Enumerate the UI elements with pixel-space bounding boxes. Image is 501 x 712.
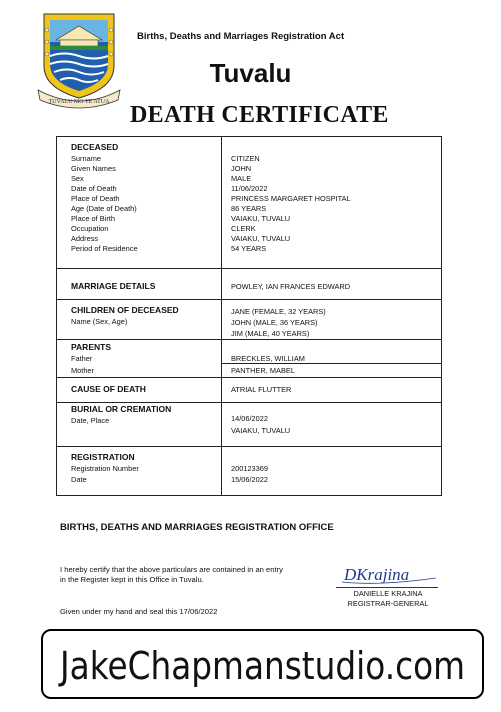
given-names-value: JOHN bbox=[231, 164, 252, 173]
burial-heading: BURIAL OR CREMATION bbox=[71, 404, 172, 414]
sex-value: MALE bbox=[231, 174, 252, 183]
mother-value: PANTHER, MABEL bbox=[231, 366, 295, 375]
period-of-residence-value: 54 YEARS bbox=[231, 244, 267, 253]
age-value: 86 YEARS bbox=[231, 204, 267, 213]
row-divider bbox=[57, 377, 441, 378]
row-divider bbox=[57, 268, 441, 269]
certificate-table bbox=[56, 136, 442, 496]
row-divider bbox=[57, 402, 441, 403]
occupation-value: CLERK bbox=[231, 224, 256, 233]
row-divider bbox=[221, 363, 441, 364]
burial-place-value: VAIAKU, TUVALU bbox=[231, 426, 291, 435]
child-2-value: JOHN (MALE, 36 YEARS) bbox=[231, 318, 318, 327]
date-of-death-value: 11/06/2022 bbox=[231, 184, 268, 193]
address-value: VAIAKU, TUVALU bbox=[231, 234, 291, 243]
certification-statement bbox=[60, 565, 330, 585]
children-heading: CHILDREN OF DECEASED bbox=[71, 305, 179, 315]
document-title: DEATH CERTIFICATE bbox=[130, 102, 389, 128]
mother-label: Mother bbox=[71, 366, 95, 375]
occupation-label: Occupation bbox=[71, 224, 109, 233]
burial-label: Date, Place bbox=[71, 416, 110, 425]
cause-value: ATRIAL FLUTTER bbox=[231, 385, 292, 394]
parents-heading: PARENTS bbox=[71, 342, 111, 352]
svg-text:TUVALU MO TE ATUA: TUVALU MO TE ATUA bbox=[48, 99, 110, 105]
column-divider bbox=[221, 137, 222, 495]
burial-date-value: 14/06/2022 bbox=[231, 414, 268, 423]
period-of-residence-label: Period of Residence bbox=[71, 244, 138, 253]
father-value: BRECKLES, WILLIAM bbox=[231, 354, 305, 363]
registrar-name: DANIELLE KRAJINA bbox=[353, 589, 423, 598]
child-1-value: JANE (FEMALE, 32 YEARS) bbox=[231, 307, 326, 316]
act-title: Births, Deaths and Marriages Registration Act bbox=[137, 31, 345, 42]
place-of-birth-label: Place of Birth bbox=[71, 214, 115, 223]
child-3-value: JIM (MALE, 40 YEARS) bbox=[231, 329, 310, 338]
cause-heading: CAUSE OF DEATH bbox=[71, 384, 146, 394]
signature-line bbox=[336, 587, 438, 588]
certification-line: I hereby certify that the above particulars are contained in an entry bbox=[60, 565, 283, 574]
certification-line: in the Register kept in this Office in Tuvalu. bbox=[60, 575, 204, 584]
registrar-block bbox=[336, 589, 440, 609]
given-names-label: Given Names bbox=[71, 164, 116, 173]
place-of-death-value: PRINCESS MARGARET HOSPITAL bbox=[231, 194, 351, 203]
age-label: Age (Date of Death) bbox=[71, 204, 137, 213]
registration-number-label: Registration Number bbox=[71, 464, 139, 473]
given-under-hand-line: Given under my hand and seal this 17/06/2022 bbox=[60, 607, 218, 616]
registration-office-heading: BIRTHS, DEATHS AND MARRIAGES REGISTRATION OFFICE bbox=[60, 522, 334, 533]
registration-heading: REGISTRATION bbox=[71, 452, 135, 462]
date-of-death-label: Date of Death bbox=[71, 184, 117, 193]
place-of-death-label: Place of Death bbox=[71, 194, 120, 203]
registrar-signature bbox=[340, 560, 440, 588]
row-divider bbox=[57, 299, 441, 300]
country-name: Tuvalu bbox=[209, 58, 292, 88]
deceased-heading: DECEASED bbox=[71, 142, 119, 152]
svg-text:DKrajina: DKrajina bbox=[344, 565, 410, 584]
surname-label: Surname bbox=[71, 154, 101, 163]
watermark-banner bbox=[41, 629, 484, 699]
father-label: Father bbox=[71, 354, 93, 363]
registrar-title: REGISTRAR-GENERAL bbox=[347, 599, 429, 608]
surname-value: CITIZEN bbox=[231, 154, 260, 163]
row-divider bbox=[57, 446, 441, 447]
marriage-heading: MARRIAGE DETAILS bbox=[71, 281, 156, 291]
row-divider bbox=[57, 339, 441, 340]
marriage-value: POWLEY, IAN FRANCES EDWARD bbox=[231, 282, 351, 291]
watermark-text: JakeChapmanstudio.com bbox=[58, 644, 465, 688]
address-label: Address bbox=[71, 234, 99, 243]
sex-label: Sex bbox=[71, 174, 84, 183]
registration-date-label: Date bbox=[71, 475, 87, 484]
children-label: Name (Sex, Age) bbox=[71, 317, 128, 326]
registration-number-value: 200123369 bbox=[231, 464, 268, 473]
registration-date-value: 15/06/2022 bbox=[231, 475, 268, 484]
place-of-birth-value: VAIAKU, TUVALU bbox=[231, 214, 291, 223]
